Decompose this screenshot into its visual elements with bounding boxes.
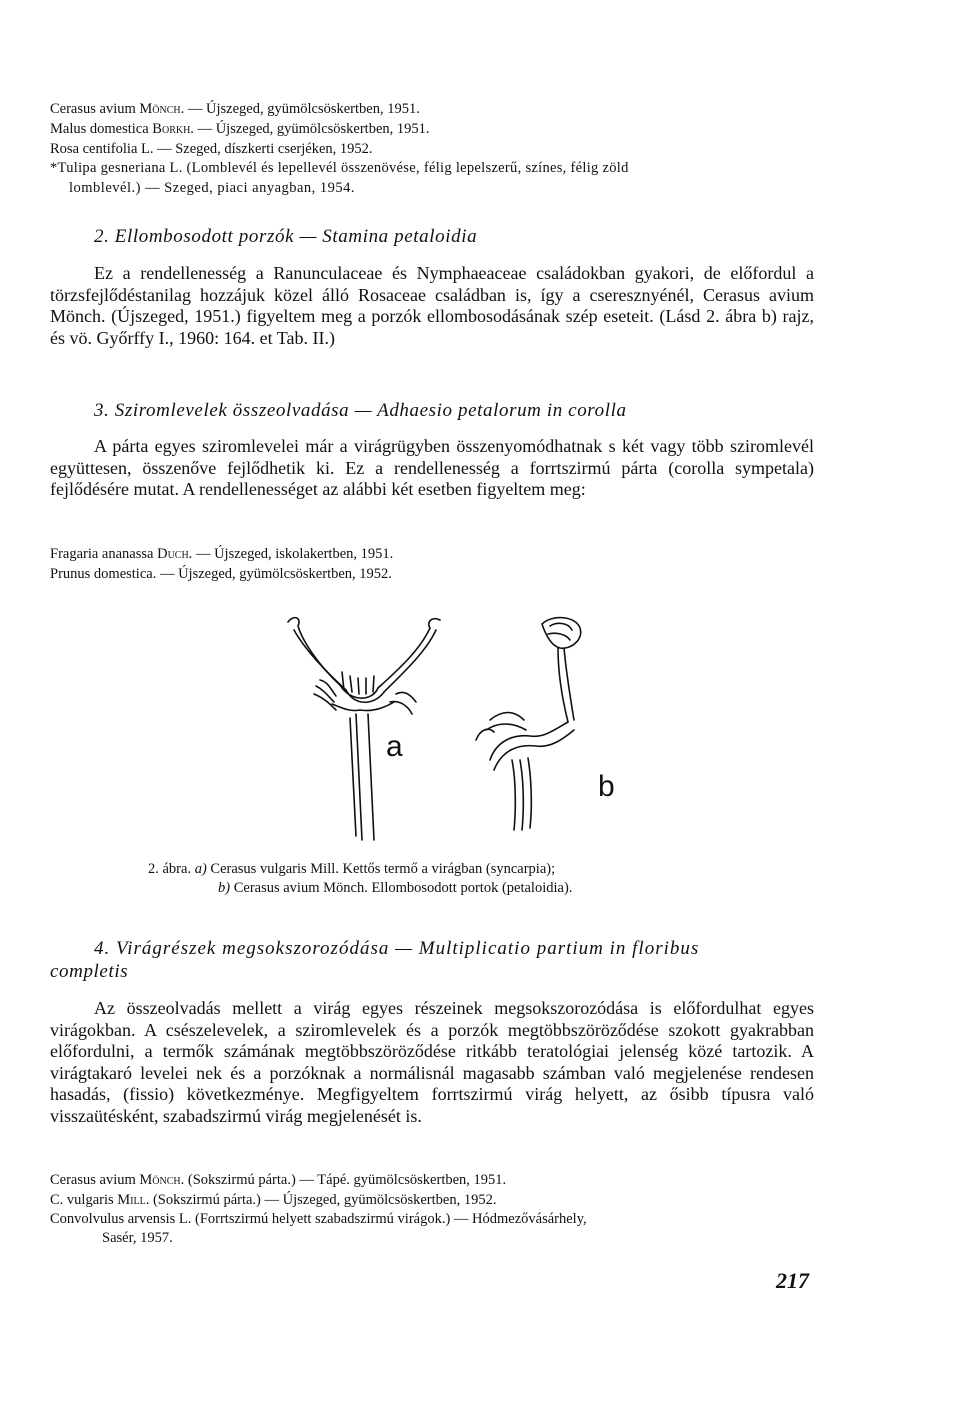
record-name: lomblevél.) bbox=[69, 180, 141, 196]
paragraph-text: A párta egyes sziromlevelei már a virágrügyben összenyomódhatnak s két vagy több sziromlevél együttesen, összenőve fejlődhetik ki. Ez a rendellenesség a forrtszirmú párta (corolla sympetala) fejlődésére mutat. A rendellenességet az alábbi két esetben figyeltem meg: bbox=[50, 436, 814, 499]
section-heading: 2. Ellombosodott porzók — Stamina petaloidia bbox=[94, 226, 478, 247]
record-line bbox=[50, 160, 629, 177]
record-rest: — Újszeged, gyümölcsöskertben, 1951. bbox=[193, 121, 430, 137]
paragraph-text: Az összeolvadás mellett a virág egyes részeinek megsokszorozódása is előfordulhat egyes virágokban. A csészelevelek, a sziromlevelek és a porzók megtöbbszöröződése szokott gyakrabban előfordulni, a termők számának megtöbbszöröződése ritkább teratológiai jelenség közé tartozik. A virágtakaró levelei nek és a porzóknak a normálisnál magasabb számban való megjelenése rendesen hasadás, (fissio) következménye. Megfigyeltem forrtszirmú virág helyett, az ősibb típusra való visszaütésként, szabadszirmú virág megjelenését is. bbox=[50, 998, 814, 1126]
record-name: Prunus domestica. bbox=[50, 566, 157, 582]
record-line bbox=[50, 121, 430, 138]
page-number: 217 bbox=[776, 1268, 809, 1293]
record-author: Mönch. bbox=[139, 1172, 185, 1188]
record-name: Cerasus avium bbox=[50, 101, 136, 117]
record-name: Cerasus avium bbox=[50, 1172, 136, 1188]
drawing-a bbox=[288, 618, 440, 840]
section-heading: 3. Sziromlevelek összeolvadása — Adhaesio petalorum in corolla bbox=[94, 400, 627, 421]
section-heading-continued: completis bbox=[50, 961, 129, 982]
record-author: Mill. bbox=[117, 1192, 150, 1208]
botanical-figure bbox=[280, 610, 680, 850]
record-author: Mönch. bbox=[139, 101, 185, 117]
caption-text: Cerasus vulgaris Mill. Kettős termő a virágban (syncarpia); bbox=[206, 861, 556, 877]
caption-marker: b) bbox=[218, 880, 231, 896]
caption-text: Cerasus avium Mönch. Ellombosodott portok (petaloidia). bbox=[230, 880, 573, 896]
record-rest: — Szeged, díszkerti cserjéken, 1952. bbox=[153, 141, 373, 157]
caption-prefix: 2. ábra. bbox=[148, 861, 195, 877]
caption-marker: a) bbox=[194, 861, 207, 877]
record-rest: — Újszeged, gyümölcsöskertben, 1952. bbox=[156, 566, 392, 582]
record-name: C. vulgaris bbox=[50, 1192, 114, 1208]
record-line bbox=[50, 1192, 496, 1209]
record-line bbox=[50, 101, 420, 118]
record-rest: — Szeged, piaci anyagban, 1954. bbox=[140, 180, 356, 196]
section-paragraph bbox=[50, 998, 814, 1127]
record-line bbox=[50, 1211, 587, 1228]
drawing-b bbox=[476, 618, 581, 830]
record-line bbox=[69, 180, 355, 197]
record-rest: — Újszeged, iskolakertben, 1951. bbox=[192, 546, 394, 562]
record-name: Fragaria ananassa bbox=[50, 546, 154, 562]
record-name: Rosa centifolia L. bbox=[50, 141, 154, 157]
record-rest: — Újszeged, gyümölcsöskertben, 1951. bbox=[184, 101, 420, 117]
record-rest: (Sokszirmú párta.) — Tápé. gyümölcsöskertben, 1951. bbox=[184, 1172, 507, 1188]
section-paragraph bbox=[50, 436, 814, 501]
figure-label-b: b bbox=[598, 770, 615, 803]
record-name: Sasér, 1957. bbox=[102, 1230, 173, 1246]
record-line bbox=[102, 1230, 173, 1247]
record-rest: (Sokszirmú párta.) — Újszeged, gyümölcsöskertben, 1952. bbox=[149, 1192, 497, 1208]
record-name: *Tulipa gesneriana L. bbox=[50, 160, 183, 176]
figure-caption-line bbox=[148, 861, 555, 878]
record-rest: (Lomblevél és lepellevél összenövése, félig lepelszerű, színes, félig zöld bbox=[182, 160, 629, 176]
record-line bbox=[50, 1172, 506, 1189]
record-name: Convolvulus arvensis L. bbox=[50, 1211, 192, 1227]
figure-drawing bbox=[280, 610, 680, 850]
section-paragraph bbox=[50, 263, 814, 349]
record-author: Borkh. bbox=[152, 121, 194, 137]
record-line bbox=[50, 566, 392, 583]
section-heading: 4. Virágrészek megsokszorozódása — Multiplicatio partium in floribus bbox=[94, 938, 700, 959]
record-line bbox=[50, 141, 373, 158]
record-name: Malus domestica bbox=[50, 121, 149, 137]
record-line bbox=[50, 546, 393, 563]
paragraph-text: Ez a rendellenesség a Ranunculaceae és Nymphaeaceae családokban gyakori, de előfordul a törzsfejlődéstanilag hozzájuk közel álló Rosaceae családban is, így a cseresznyénél, Cerasus avium Mönch. (Újszeged, 1951.) figyeltem meg a porzók ellombosodásának szép eseteit. (Lásd 2. ábra b) rajz, és vö. Győrffy I., 1960: 164. et Tab. II.) bbox=[50, 263, 814, 348]
figure-label-a: a bbox=[386, 730, 403, 763]
figure-caption-line bbox=[218, 880, 572, 897]
record-rest: (Forrtszirmú helyett szabadszirmú virágok.) — Hódmezővásárhely, bbox=[191, 1211, 587, 1227]
record-author: Duch. bbox=[157, 546, 193, 562]
